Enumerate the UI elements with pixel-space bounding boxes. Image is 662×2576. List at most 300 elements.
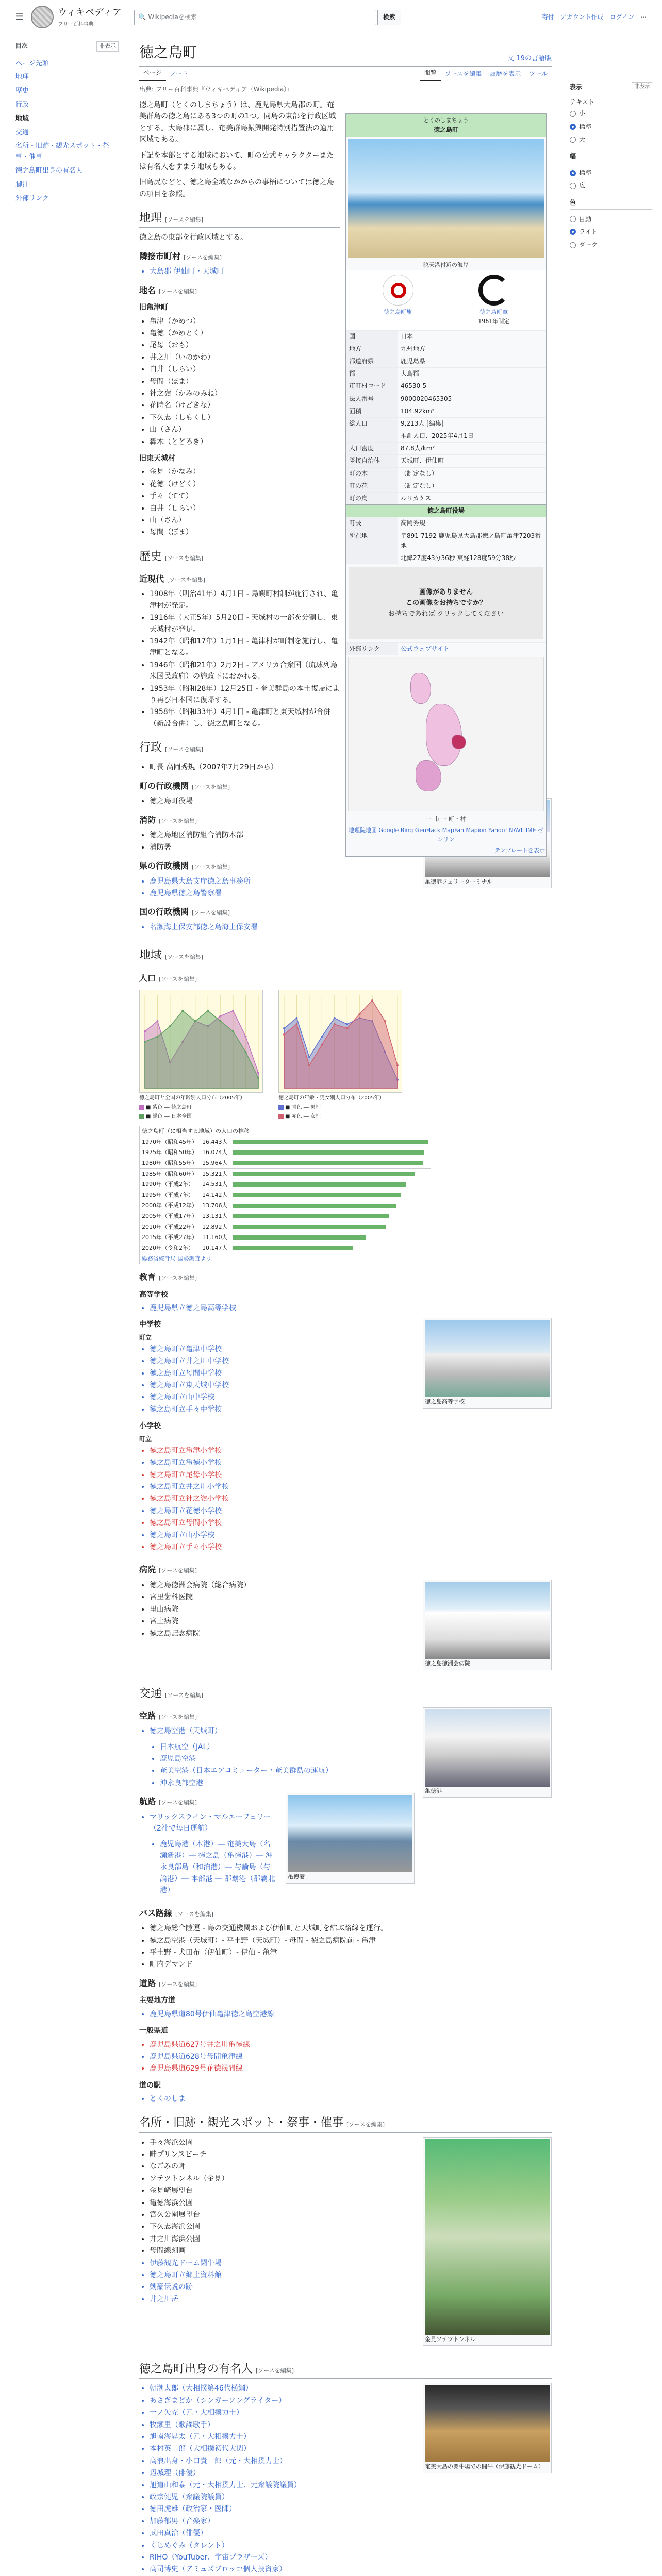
wikipedia-globe-icon [31, 6, 54, 28]
chart-1-caption: 徳之島町と全国の年齢別人口分布（2005年） [139, 1095, 245, 1101]
list-item: • 消防署 [150, 842, 552, 853]
search-icon: 🔍 [138, 13, 148, 21]
edit-link[interactable]: [ソースを編集] [346, 2121, 385, 2128]
appearance-panel [570, 77, 652, 251]
list-item: • 1946年（昭和21年）2月2日 - アメリカ合衆国（琉球列島米国民政府）の施政下におかれる。 [150, 659, 340, 683]
edit-link[interactable]: [ソースを編集] [165, 554, 204, 562]
site-name: ウィキペディア [58, 7, 122, 19]
bus-heading: バス路線 [139, 1908, 173, 1918]
list-item[interactable]: • 辺城理（俳優） [150, 2467, 552, 2479]
color-label: 色 [570, 198, 576, 206]
infobox-value: 日本 [401, 332, 413, 340]
template-link[interactable]: テンプレートを表示 [494, 847, 545, 854]
flag-label[interactable]: 徳之島町旗 [384, 309, 412, 316]
section-region: 地域 [ソースを編集] [139, 946, 552, 965]
list-item[interactable]: • 牧瀬里（歌謡歌手） [150, 2419, 552, 2431]
infobox-value: 高岡秀規 [401, 519, 426, 527]
data-point [220, 1015, 222, 1017]
list-item[interactable]: • 徳田虎雄（政治家・医師） [150, 2503, 552, 2515]
create-account-link[interactable]: アカウント作成 [560, 13, 604, 21]
infobox-key: 所在地 [346, 530, 398, 552]
list-item[interactable]: • 高浪出身・小口貴一郎（元・大相撲力士） [150, 2455, 552, 2467]
language-button[interactable]: 文 19の言語版 [507, 55, 552, 62]
list-item[interactable]: • 徳之島町立手々小学校 [150, 1541, 552, 1553]
ferry-caption: 亀徳港フェリーターミナル [425, 878, 492, 885]
list-item[interactable]: • 鹿児島県立徳之島高等学校 [150, 1302, 552, 1314]
infobox-row [346, 442, 546, 454]
road2-list [150, 2039, 552, 2075]
tab-page[interactable]: ページ [139, 68, 166, 81]
toc-item[interactable]: 行政 [15, 100, 29, 109]
infobox-value: （制定なし） [401, 482, 438, 489]
list-item: • 白井（しらい） [150, 503, 340, 514]
edit-link[interactable]: [ソースを編集] [165, 216, 204, 224]
tab-read[interactable]: 閲覧 [420, 68, 441, 81]
from-text: 出典: フリー百科事典『ウィキペディア（Wikipedia）』 [139, 85, 293, 93]
edit-link[interactable]: [ソースを編集] [175, 1910, 214, 1918]
infobox-value: 104.92km² [401, 407, 435, 415]
edit-link[interactable]: [ソースを編集] [165, 746, 204, 753]
edit-link[interactable]: [ソースを編集] [192, 909, 230, 917]
school-thumb[interactable] [423, 1318, 552, 1409]
edit-link[interactable]: [ソースを編集] [159, 1713, 197, 1720]
data-point [257, 1072, 259, 1074]
infobox-key: 町長 [346, 517, 398, 529]
list-item: • 母間線刻画 [150, 2245, 552, 2257]
tab-tools[interactable]: ツール [529, 70, 548, 77]
list-item: • 徳之島徳洲会病院（総合病院） [150, 1580, 552, 1591]
section-people: 徳之島町出身の有名人 [ソースを編集] [139, 2360, 552, 2379]
infobox-key: 国 [346, 331, 398, 343]
list-item[interactable]: • 徳之島町立母間中学校 [150, 1368, 552, 1379]
section-hist: 歴史 [ソースを編集] [139, 548, 340, 566]
edit-link[interactable]: [ソースを編集] [159, 1980, 197, 1988]
list-item[interactable]: • 朝潮太郎（大相撲第46代横綱） [150, 2383, 552, 2394]
infobox-value: 大島郡 [401, 370, 420, 378]
text-size-standard[interactable]: 標準 [570, 121, 652, 133]
map-links[interactable]: 地理院地図 Google Bing GeoHack MapFan Mapion Yahoo! NAVITIME ゼンリン [349, 826, 543, 843]
pop-value: 11,160人 [200, 1232, 230, 1243]
list-item[interactable]: • 鹿児島港（本港）― 奄美大島（名瀬新港）― 徳之島（亀徳港）― 沖永良部島（和泊港）― 与論島（与論港）― 本部港 ― 那覇港（那覇北港） [160, 1839, 552, 1896]
infobox-row [346, 517, 546, 529]
more-icon[interactable]: ⋯ [640, 13, 647, 21]
list-item[interactable]: • 徳之島町立尾母小学校 [150, 1469, 552, 1481]
no-photo-placeholder[interactable]: 画像がありません この画像をお持ちですか？ お持ちであれば クリックしてください [349, 567, 543, 639]
intro [139, 99, 340, 730]
list-item[interactable]: • 日本航空（JAL） [160, 1741, 552, 1753]
toc-item[interactable]: 交通 [15, 128, 29, 137]
data-point [308, 1064, 310, 1066]
chart-2-legend-a: ■ 青色 ― 男性 [285, 1105, 321, 1111]
width-standard[interactable]: 標準 [570, 166, 652, 179]
table-row [140, 1243, 431, 1253]
list-item[interactable]: • RIHO（YouTuber、宇宙ブラザーズ） [150, 2552, 552, 2563]
data-point [257, 1077, 259, 1079]
tab-history[interactable]: 履歴を表示 [490, 70, 521, 77]
list-item[interactable]: • 鹿児島県道80号伊仙亀津徳之島空港線 [150, 2009, 552, 2020]
list-item[interactable]: • 徳之島町立花徳小学校 [150, 1505, 552, 1517]
toc-item[interactable]: 地域 [15, 114, 29, 123]
photo-caption: 暁天港付近の海岸 [423, 261, 469, 268]
list-item[interactable]: • 鹿児島空港 [160, 1753, 552, 1765]
tab-talk[interactable]: ノート [170, 70, 189, 77]
infobox-row [346, 492, 546, 504]
edit-link[interactable]: [ソースを編集] [192, 863, 230, 871]
login-link[interactable]: ログイン [609, 13, 634, 21]
list-item[interactable]: • あさぎまどか（シンガーソングライター） [150, 2395, 552, 2406]
town-flag-icon[interactable] [383, 275, 413, 306]
list-item: • 花時名（けどきな） [150, 400, 340, 411]
nation-heading: 国の行政機関 [139, 907, 189, 917]
infobox-value: 9000020465305 [401, 395, 452, 402]
ext-link-key: 外部リンク [346, 643, 398, 655]
list-item[interactable]: • 徳之島町立亀津中学校 [150, 1344, 552, 1355]
data-point [144, 1030, 146, 1032]
section-geo: 地理 [ソースを編集] [139, 209, 340, 228]
list-item: • 下久志（しもくし） [150, 412, 340, 423]
pop-year: 1985年（昭和60年） [140, 1168, 200, 1179]
infobox-key: 都道府県 [346, 355, 398, 367]
series-日本全国 [145, 1011, 258, 1088]
chart-1-legend-a: ■ 紫色 ― 徳之島町 [146, 1105, 192, 1111]
edit-link[interactable]: [ソースを編集] [192, 783, 230, 790]
list-item: • ソテツトンネル（金見） [150, 2173, 552, 2184]
list-item: • 平土野 ‐ 犬田布（伊仙町）‐ 伊仙 ‐ 亀津 [150, 1947, 552, 1958]
pop-bar [233, 1161, 423, 1165]
list-item[interactable]: • 奄美空港（日本エアコミューター・奄美群島の運航） [160, 1765, 552, 1776]
infobox-value: 鹿児島県 [401, 357, 426, 365]
infobox-key [346, 552, 398, 564]
pop-value: 14,531人 [200, 1179, 230, 1190]
infobox-row [346, 480, 546, 492]
list-item[interactable]: • 旭道山和泰（元・大相撲力士、元衆議院議員） [150, 2480, 552, 2491]
list-item[interactable]: • 大島郡 伊仙町・天城町 [150, 266, 340, 277]
air-heading: 空路 [139, 1710, 156, 1721]
list-item[interactable]: • 名瀬海上保安部徳之島海上保安署 [150, 922, 552, 933]
infobox-value: 天城町、伊仙町 [401, 457, 444, 465]
edit-link[interactable]: [ソースを編集] [256, 2367, 294, 2375]
menu-icon[interactable]: ☰ [15, 11, 24, 23]
office-header: 徳之島町役場 [346, 504, 546, 517]
infobox-row [346, 467, 546, 480]
list-item: • 宮里歯科医院 [150, 1591, 552, 1603]
road1-heading: 主要地方道 [139, 1996, 175, 2005]
pop-bar [233, 1246, 353, 1250]
emblem-label[interactable]: 徳之島町章 [479, 309, 508, 316]
toc-item[interactable]: ページ先頭 [15, 59, 49, 67]
map-caption: ー 市 ー 町・村 [426, 816, 466, 823]
pop-value: 13,706人 [200, 1200, 230, 1211]
list-item: • 徳之島記念病院 [150, 1628, 552, 1639]
data-point [283, 1027, 285, 1029]
text-size-small[interactable]: 小 [570, 107, 652, 120]
road2-heading: 一般県道 [139, 2027, 168, 2036]
list-item[interactable]: • 政宗健児（衆議院議員） [150, 2492, 552, 2503]
table-row [140, 1200, 431, 1211]
emblem-date: 1961年制定 [478, 317, 510, 325]
edit-link[interactable]: [ソースを編集] [159, 1799, 197, 1806]
width-wide[interactable]: 広 [570, 179, 652, 192]
infobox-row [346, 405, 546, 417]
list-item[interactable]: • 本村英二郎（大相撲初代大関） [150, 2443, 552, 2454]
intro-p3: 旧島尻などと、徳之島全域なかからの事柄については徳之島の項目を参照。 [139, 178, 334, 198]
infobox-value: 46530-5 [401, 382, 427, 390]
data-point [295, 1017, 297, 1019]
color-auto[interactable]: 自動 [570, 213, 652, 226]
pop-value: 16,443人 [200, 1137, 230, 1147]
list-item[interactable]: • 剣豪伝説の跡 [150, 2281, 552, 2293]
list-item: • 1908年（明治41年）4月1日 - 島嶼町村制が施行され、亀津村が発足。 [150, 588, 340, 612]
sight-thumb[interactable] [423, 2137, 552, 2346]
data-point [371, 999, 373, 1002]
hospital-thumb[interactable] [423, 1580, 552, 1670]
list-item[interactable]: • 鹿児島県道629号花徳浅間線 [150, 2063, 552, 2074]
list-item[interactable]: • 徳之島町立井之川小学校 [150, 1481, 552, 1493]
list-item[interactable]: • 井之川岳 [150, 2294, 552, 2305]
pop-year: 2005年（平成17年） [140, 1211, 200, 1222]
list-item[interactable]: • くじめぐみ（タレント） [150, 2540, 552, 2551]
list-item[interactable]: • 沖永良部空港 [160, 1777, 552, 1789]
toc-hide-button[interactable]: 非表示 [96, 41, 119, 52]
page-tabs [139, 67, 552, 81]
intro-p1: 徳之島町（とくのしまちょう）は、鹿児島県大島郡の町。奄美群島の徳之島にある3つの町の1つ。同島の東部を行政区域とする。大島郡に属し、奄美群島振興開発特別措置法の適用区域である。 [139, 100, 336, 144]
list-item: • 亀徳海浜公園 [150, 2197, 552, 2209]
nation-list [150, 922, 552, 933]
list-item[interactable]: • 徳之島町立神之嶺小学校 [150, 1493, 552, 1504]
edit-link[interactable]: [ソースを編集] [159, 817, 197, 824]
data-point [156, 1020, 158, 1022]
road3-heading: 道の駅 [139, 2081, 161, 2090]
pop-bar [233, 1214, 389, 1218]
chart-2-legend-b: ■ 赤色 ― 女性 [285, 1114, 321, 1120]
list-item[interactable]: • 徳之島町立井之川中学校 [150, 1355, 552, 1367]
people-caption: 奄美大島の闘牛場での闘牛（伊藤観光ドーム） [425, 2463, 544, 2470]
infobox-value: 九州地方 [401, 345, 426, 352]
pop-bar [233, 1193, 401, 1197]
edit-link[interactable]: [ソースを編集] [159, 1567, 197, 1574]
list-item[interactable]: • 武田真治（俳優） [150, 2528, 552, 2539]
site-logo[interactable] [31, 6, 121, 29]
list-item: • 徳之島空港（天城町）‐ 平土野（天城町）‐ 母間 ‐ 徳之島病院前 ‐ 亀津 [150, 1935, 552, 1946]
town-emblem-icon[interactable] [478, 275, 509, 306]
list-item: • 白井（しらい） [150, 364, 340, 375]
infobox-value: 〒891-7192 鹿児島県大島郡徳之島町亀津7203番地 [401, 532, 541, 549]
list-item: • 山（さん） [150, 424, 340, 435]
list-item[interactable]: • 高司博史（アミュズブロッコ個人投資家） [150, 2564, 552, 2575]
search-button[interactable]: 検索 [377, 10, 401, 25]
pop-value: 10,147人 [200, 1243, 230, 1253]
infobox-key: 町の木 [346, 468, 398, 480]
list-item: • 1958年（昭和33年）4月1日 - 亀津町と東天城村が合併（新設合併）し、徳之島町となる。 [150, 706, 340, 730]
list-item: • 手々海浜公園 [150, 2137, 552, 2148]
data-point [396, 1064, 399, 1066]
toc-item[interactable]: 地理 [15, 73, 29, 81]
list-item[interactable]: • 鹿児島県道627号井之川亀徳線 [150, 2039, 552, 2050]
school-caption: 徳之島高等学校 [425, 1398, 465, 1405]
list-item: • 山（さん） [150, 515, 340, 526]
neighbors-list [150, 266, 340, 277]
toc-sidebar [15, 41, 119, 206]
header [0, 0, 662, 35]
infobox-key: 面積 [346, 405, 398, 417]
data-point [169, 1025, 171, 1027]
sea-heading: 航路 [139, 1797, 156, 1807]
infobox-key: 地方 [346, 343, 398, 355]
list-item[interactable]: • 鹿児島県徳之島警察署 [150, 888, 552, 899]
list-item[interactable]: • 一ノ矢充（元・大相撲力士） [150, 2407, 552, 2418]
list-item: • 亀津（かめつ） [150, 316, 340, 327]
sight-caption: 金見ソテツトンネル [425, 2335, 476, 2343]
population-table [139, 1126, 431, 1264]
table-row [140, 1179, 431, 1190]
toc-item[interactable]: 外部リンク [15, 194, 49, 202]
site-sub: フリー百科事典 [58, 21, 94, 27]
data-point [156, 1036, 158, 1038]
list-item: • 井之川（いのかわ） [150, 352, 340, 363]
list-item[interactable]: • 徳之島町立郷土資料館 [150, 2269, 552, 2281]
toc-item[interactable]: 歴史 [15, 87, 29, 95]
list-item[interactable]: • マリックスライン・マルエーフェリー（2社で毎日運航） [150, 1811, 552, 1835]
infobox-value: 北緯27度43分36秒 東経128度59分38秒 [401, 554, 516, 562]
infobox-value: 9,213人 [編集] [401, 419, 444, 427]
edit-link[interactable]: [ソースを編集] [165, 1691, 204, 1699]
table-row [140, 1190, 431, 1200]
infobox-row [346, 330, 546, 343]
infobox-key: 法人番号 [346, 393, 398, 405]
middle-town-label: 町立 [139, 1333, 152, 1341]
list-item[interactable]: • 徳之島町立山中学校 [150, 1392, 552, 1403]
middle-heading: 中学校 [139, 1320, 161, 1329]
edit-link[interactable]: [ソースを編集] [159, 975, 197, 982]
list-item: • 町内デマンド [150, 1959, 552, 1970]
infobox-row [346, 393, 546, 405]
list-item[interactable]: • 伊藤観光ドーム闘牛場 [150, 2258, 552, 2269]
pop-value: 16,074人 [200, 1147, 230, 1158]
list-item[interactable]: • 徳之島町立東天城中学校 [150, 1380, 552, 1391]
infobox-value: 推計人口、2025年4月1日 [401, 432, 474, 440]
infobox [345, 113, 547, 857]
history-list [150, 588, 340, 730]
text-size-large[interactable]: 大 [570, 133, 652, 146]
data-point [359, 1013, 361, 1015]
pop-year: 1995年（平成7年） [140, 1190, 200, 1200]
list-item: • 井之川海浜公園 [150, 2233, 552, 2245]
people-thumb[interactable] [423, 2383, 552, 2473]
table-row [140, 1211, 431, 1222]
fire-heading: 消防 [139, 815, 156, 825]
toc-item[interactable]: 名所・旧跡・観光スポット・祭事・催事 [15, 142, 110, 161]
chart-2-svg [278, 990, 402, 1093]
list-item[interactable]: • 鹿児島県道628号母間亀津線 [150, 2051, 552, 2062]
modern-heading: 近現代 [139, 573, 164, 584]
edit-link[interactable]: [ソースを編集] [184, 253, 222, 261]
list-item[interactable]: • 加藤郁男（音楽家） [150, 2516, 552, 2527]
air-thumb[interactable] [423, 1707, 552, 1798]
intro-p2: 下記を本部とする地域において、町の公式キャラクターまたは有名人をすまう地域もある。 [139, 151, 334, 171]
toc-item[interactable]: 脚注 [15, 180, 29, 189]
list-item[interactable]: • 鹿児島県大島支庁徳之島事務所 [150, 876, 552, 887]
list-item: • 尾母（おも） [150, 340, 340, 351]
pop-year: 1980年（昭和55年） [140, 1158, 200, 1169]
donate-link[interactable]: 寄付 [541, 13, 554, 21]
kyu-tou-heading: 旧東天城村 [139, 454, 175, 463]
location-map[interactable] [348, 657, 544, 811]
list-item[interactable]: • 徳之島町立亀徳小学校 [150, 1457, 552, 1468]
color-dark[interactable]: ダーク [570, 239, 652, 251]
data-point [334, 1023, 336, 1025]
list-item: • 亀徳（かめとく） [150, 328, 340, 339]
edit-link[interactable]: [ソースを編集] [159, 287, 197, 295]
list-item: • 1953年（昭和28年）12月25日 - 奄美群島の本土復帰により再び日本国に復帰する。 [150, 683, 340, 706]
list-item[interactable]: • 徳之島町立手々中学校 [150, 1404, 552, 1415]
list-item: • 畦プリンスビーチ [150, 2149, 552, 2160]
list-item[interactable]: • 徳之島町立母間小学校 [150, 1517, 552, 1529]
data-point [321, 1036, 323, 1038]
pop-year: 2010年（平成22年） [140, 1222, 200, 1232]
color-light[interactable]: ライト [570, 226, 652, 239]
list-item: • 1942年（昭和17年）1月1日 - 亀津村が町制を施行し、亀津町となる。 [150, 636, 340, 659]
list-item[interactable]: • 徳之島町立亀津小学校 [150, 1445, 552, 1456]
section-sight: 名所・旧跡・観光スポット・祭事・催事 [ソースを編集] [139, 2114, 552, 2132]
data-point [144, 1041, 146, 1043]
infobox-row [346, 530, 546, 552]
list-item[interactable]: • 徳之島町立山小学校 [150, 1530, 552, 1541]
data-point [232, 1010, 234, 1012]
infobox-row [346, 417, 546, 430]
search-input[interactable] [134, 10, 376, 25]
official-site-link[interactable]: 公式ウェブサイト [401, 645, 450, 653]
toc-item[interactable]: 徳之島町出身の有名人 [15, 166, 83, 175]
article [139, 41, 552, 2576]
data-point [295, 1023, 297, 1025]
pop-source[interactable]: 総務省統計局 国勢調査より [140, 1253, 431, 1264]
pop-value: 15,964人 [200, 1158, 230, 1169]
list-item: • 金見（かなみ） [150, 466, 340, 478]
infobox-key: 総人口 [346, 418, 398, 430]
chart-2-caption: 徳之島町の年齢・男女別人口分布（2005年） [278, 1095, 385, 1101]
infobox-key: 町の鳥 [346, 493, 398, 504]
table-row [140, 1137, 431, 1147]
edit-link[interactable]: [ソースを編集] [167, 576, 206, 583]
series-女性 [284, 1001, 398, 1088]
appearance-hide-button[interactable]: 非表示 [632, 82, 652, 92]
pop-year: 1990年（平成2年） [140, 1179, 200, 1190]
pop-year: 2000年（平成12年） [140, 1200, 200, 1211]
road-heading: 道路 [139, 1978, 156, 1988]
infobox-row [346, 380, 546, 392]
list-item[interactable]: • 徳之島空港（天城町） [150, 1725, 552, 1737]
list-item: • 宮上病院 [150, 1616, 552, 1627]
pop-value: 15,321人 [200, 1168, 230, 1179]
pop-value: 14,142人 [200, 1190, 230, 1200]
list-item[interactable]: • 旭南海昇太（元・大相撲力士） [150, 2431, 552, 2443]
list-item: • 手々（てて） [150, 490, 340, 502]
list-item[interactable]: • とくのしま [150, 2093, 552, 2105]
list-item: • 里山病院 [150, 1604, 552, 1615]
town-photo[interactable] [348, 139, 544, 258]
infobox-key: 町の花 [346, 480, 398, 492]
tab-edit-source[interactable]: ソースを編集 [444, 70, 482, 77]
edit-link[interactable]: [ソースを編集] [165, 954, 204, 961]
infobox-row [346, 355, 546, 367]
sea-thumb[interactable] [286, 1793, 415, 1884]
data-point [245, 1051, 247, 1053]
pref-heading: 県の行政機関 [139, 861, 189, 871]
list-item: • 徳之島総合陸運 ‐ 島の交通機関および伊仙町と天城町を結ぶ路線を運行。 [150, 1923, 552, 1934]
edit-link[interactable]: [ソースを編集] [159, 1274, 197, 1281]
high-heading: 高等学校 [139, 1290, 168, 1299]
section-admin: 行政 [ソースを編集] [139, 739, 552, 757]
